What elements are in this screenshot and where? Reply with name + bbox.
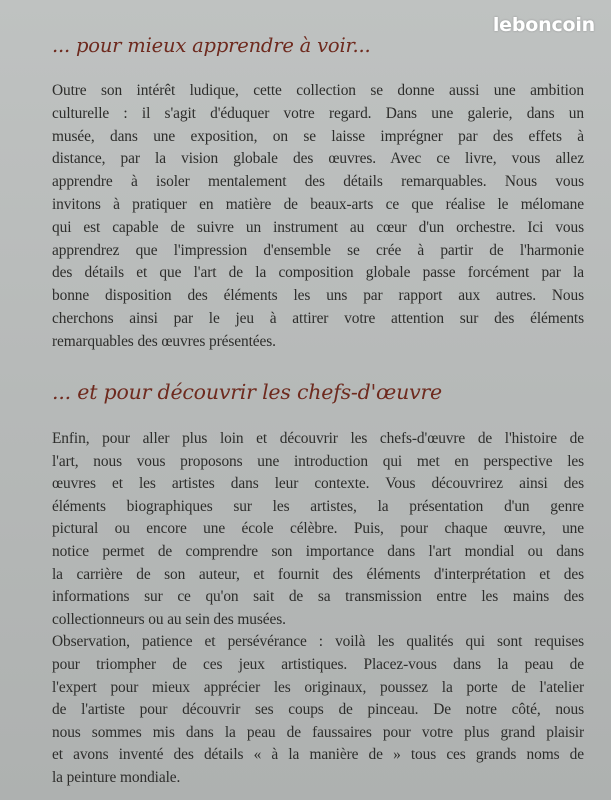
text-line: qui est capable de suivre un instrument au cœur d'un orchestre. Ici vous: [52, 218, 584, 236]
text-line: Outre son intérêt ludique, cette collection se donne aussi une ambition: [52, 82, 584, 99]
text-line: la carrière de son auteur, et fournit des éléments d'interprétation et des: [52, 565, 584, 583]
leboncoin-watermark: leboncoin: [492, 14, 595, 36]
section-2-text: [52, 428, 584, 790]
text-line: œuvres et les artistes dans leur contexte. Vous découvrirez ainsi des: [52, 475, 584, 493]
text-line: cherchons ainsi par le jeu à attirer votre attention sur des éléments: [52, 309, 584, 327]
text-line: distance, par la vision globale des œuvres. Avec ce livre, vous allez: [52, 150, 584, 168]
text-line: musée, dans une exposition, on se laisse imprégner par des effets à: [52, 127, 584, 145]
text-line: pour triompher de ces jeux artistiques. Placez-vous dans la peau de: [52, 655, 584, 673]
text-line: bonne disposition des éléments les uns par rapport aux autres. Nous: [52, 287, 584, 305]
text-line: la peinture mondiale.: [52, 768, 181, 786]
text-line: Enfin, pour aller plus loin et découvrir les chefs-d'œuvre de l'histoire de: [52, 430, 584, 447]
text-line: pictural ou encore une école célèbre. Puis, pour chaque œuvre, une: [52, 520, 584, 538]
text-line: des détails et que l'art de la composition globale passe forcément par la: [52, 264, 584, 282]
text-line: culturelle : il s'agit d'éduquer votre regard. Dans une galerie, dans un: [52, 104, 584, 122]
text-line: éléments biographiques sur les artistes, la présentation d'un genre: [52, 497, 584, 515]
section-1-text: [52, 80, 584, 354]
section-1-heading: ... pour mieux apprendre à voir...: [52, 34, 371, 57]
text-line: informations sur ce qu'on sait de sa transmission entre les mains des: [52, 588, 584, 606]
section-2-heading: ... et pour découvrir les chefs-d'œuvre: [52, 380, 442, 404]
text-line: et avons inventé des détails « à la manière de » tous ces grands noms de: [52, 746, 584, 764]
text-line: notice permet de comprendre son importance dans l'art mondial ou dans: [52, 542, 584, 560]
text-line: remarquables des œuvres présentées.: [52, 332, 276, 350]
text-line: apprendre à isoler mentalement des détails remarquables. Nous vous: [52, 173, 584, 191]
text-line: apprendrez que l'impression d'ensemble se crée à partir de l'harmonie: [52, 241, 584, 259]
text-line: invitons à pratiquer en matière de beaux-arts ce que réalise le mélomane: [52, 195, 584, 213]
text-line: collectionneurs ou au sein des musées.: [52, 610, 286, 628]
text-line: l'art, nous vous proposons une introduction qui met en perspective les: [52, 452, 584, 470]
text-line: Observation, patience et persévérance : voilà les qualités qui sont requises: [52, 633, 584, 651]
text-line: l'expert pour mieux apprécier les originaux, poussez la porte de l'atelier: [52, 678, 584, 696]
text-line: nous sommes mis dans la peau de faussaires pour votre plus grand plaisir: [52, 723, 584, 741]
text-line: de l'artiste pour découvrir ses coups de pinceau. De notre côté, nous: [52, 701, 584, 719]
